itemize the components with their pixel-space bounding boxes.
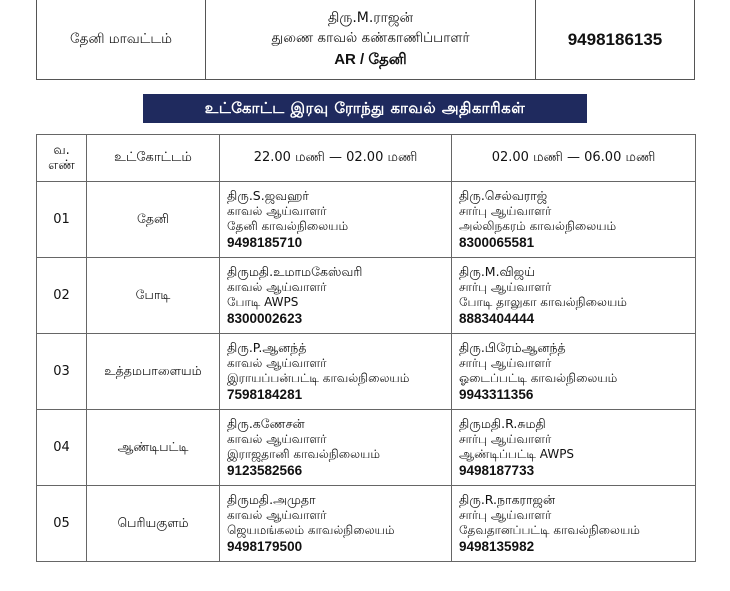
shift1-officer-cell <box>220 410 452 486</box>
officer-phone: 7598184281 <box>227 387 303 402</box>
serial-number: 05 <box>37 486 87 562</box>
shift1-officer-cell <box>220 486 452 562</box>
officer-phone: 9943311356 <box>459 387 534 402</box>
shift2-officer-cell <box>452 486 696 562</box>
officer-station: ஓடைப்பட்டி காவல்நிலையம் <box>459 371 618 385</box>
officer-rank: காவல் ஆய்வாளர் <box>227 280 327 294</box>
officer-name: திரு.M.விஜய் <box>459 264 535 279</box>
officer-phone: 8883404444 <box>459 311 535 326</box>
officer-rank: காவல் ஆய்வாளர் <box>227 432 327 446</box>
subdivision-name: போடி <box>87 258 220 334</box>
subdivision-name: பெரியகுளம் <box>87 486 220 562</box>
serial-header-line1: வ. <box>53 143 70 158</box>
shift2-officer-cell <box>452 334 696 410</box>
serial-header <box>37 135 87 182</box>
serial-number: 04 <box>37 410 87 486</box>
officer-name: திரு.செல்வராஜ் <box>459 188 548 203</box>
subdivision-header: உட்கோட்டம் <box>87 135 220 182</box>
officer-phone: 9498186135 <box>567 29 663 49</box>
officer-station: போடி AWPS <box>227 295 299 309</box>
district-officer-box <box>36 0 695 80</box>
serial-header-line2: எண் <box>48 158 75 173</box>
officer-phone: 8300065581 <box>459 235 535 250</box>
shift1-officer-cell <box>220 182 452 258</box>
officer-unit: AR / தேனி <box>334 50 407 68</box>
officer-rank: காவல் ஆய்வாளர் <box>227 204 327 218</box>
officer-rank: காவல் ஆய்வாளர் <box>227 508 327 522</box>
district-name: தேனி மாவட்டம் <box>69 30 172 47</box>
officer-station: போடி தாலுகா காவல்நிலையம் <box>459 295 627 309</box>
officer-cell <box>206 0 536 79</box>
table-row <box>37 182 696 258</box>
shift2-header: 02.00 மணி — 06.00 மணி <box>452 135 696 182</box>
shift1-officer-cell <box>220 258 452 334</box>
officer-station: தேனி காவல்நிலையம் <box>227 219 349 233</box>
officer-phone: 9498187733 <box>459 463 535 478</box>
officer-phone: 9498185710 <box>227 235 303 250</box>
officer-name: திருமதி.அமுதா <box>227 492 316 507</box>
shift2-officer-cell <box>452 410 696 486</box>
officer-rank: சார்பு ஆய்வாளர் <box>459 356 552 370</box>
serial-number: 03 <box>37 334 87 410</box>
patrol-officers-table <box>36 134 696 562</box>
table-row <box>37 410 696 486</box>
serial-number: 01 <box>37 182 87 258</box>
table-row <box>37 486 696 562</box>
shift1-officer-cell <box>220 334 452 410</box>
table-row <box>37 258 696 334</box>
officer-name: திரு.M.ராஜன் <box>327 9 414 26</box>
officer-phone: 9123582566 <box>227 463 303 478</box>
subdivision-name: ஆண்டிபட்டி <box>87 410 220 486</box>
subdivision-name: உத்தமபாளையம் <box>87 334 220 410</box>
officer-designation: துணை காவல் கண்காணிப்பாளர் <box>271 29 470 46</box>
officer-rank: சார்பு ஆய்வாளர் <box>459 508 552 522</box>
shift2-officer-cell <box>452 258 696 334</box>
officer-station: அல்லிநகரம் காவல்நிலையம் <box>459 219 617 233</box>
officer-station: இராஜதானி காவல்நிலையம் <box>227 447 380 461</box>
officer-station: இராயப்பன்பட்டி காவல்நிலையம் <box>227 371 410 385</box>
shift1-header: 22.00 மணி — 02.00 மணி <box>220 135 452 182</box>
officer-name: திரு.S.ஜவஹர் <box>227 188 309 203</box>
district-cell <box>37 0 206 79</box>
officer-name: திரு.R.நாகராஜன் <box>459 492 556 507</box>
shift2-officer-cell <box>452 182 696 258</box>
officer-station: தேவதானப்பட்டி காவல்நிலையம் <box>459 523 640 537</box>
officer-name: திருமதி.R.சுமதி <box>459 416 546 431</box>
officer-rank: காவல் ஆய்வாளர் <box>227 356 327 370</box>
officer-rank: சார்பு ஆய்வாளர் <box>459 280 552 294</box>
table-row <box>37 334 696 410</box>
officer-phone: 9498179500 <box>227 539 303 554</box>
officer-phone: 8300002623 <box>227 311 303 326</box>
officer-station: ஆண்டிப்பட்டி AWPS <box>459 447 575 461</box>
officer-name: திரு.பிரேம்ஆனந்த் <box>459 340 566 355</box>
officer-name: திரு.கணேசன் <box>227 416 305 431</box>
serial-number: 02 <box>37 258 87 334</box>
officer-rank: சார்பு ஆய்வாளர் <box>459 432 552 446</box>
officer-name: திருமதி.உமாமகேஸ்வரி <box>227 264 363 279</box>
officer-phone: 9498135982 <box>459 539 535 554</box>
officer-rank: சார்பு ஆய்வாளர் <box>459 204 552 218</box>
officer-name: திரு.P.ஆனந்த் <box>227 340 307 355</box>
table-header-row <box>37 135 696 182</box>
phone-cell <box>536 0 694 79</box>
subdivision-name: தேனி <box>87 182 220 258</box>
officer-station: ஜெயமங்கலம் காவல்நிலையம் <box>227 523 395 537</box>
banner-title: உட்கோட்ட இரவு ரோந்து காவல் அதிகாரிகள் <box>204 98 526 117</box>
section-banner <box>143 94 587 123</box>
